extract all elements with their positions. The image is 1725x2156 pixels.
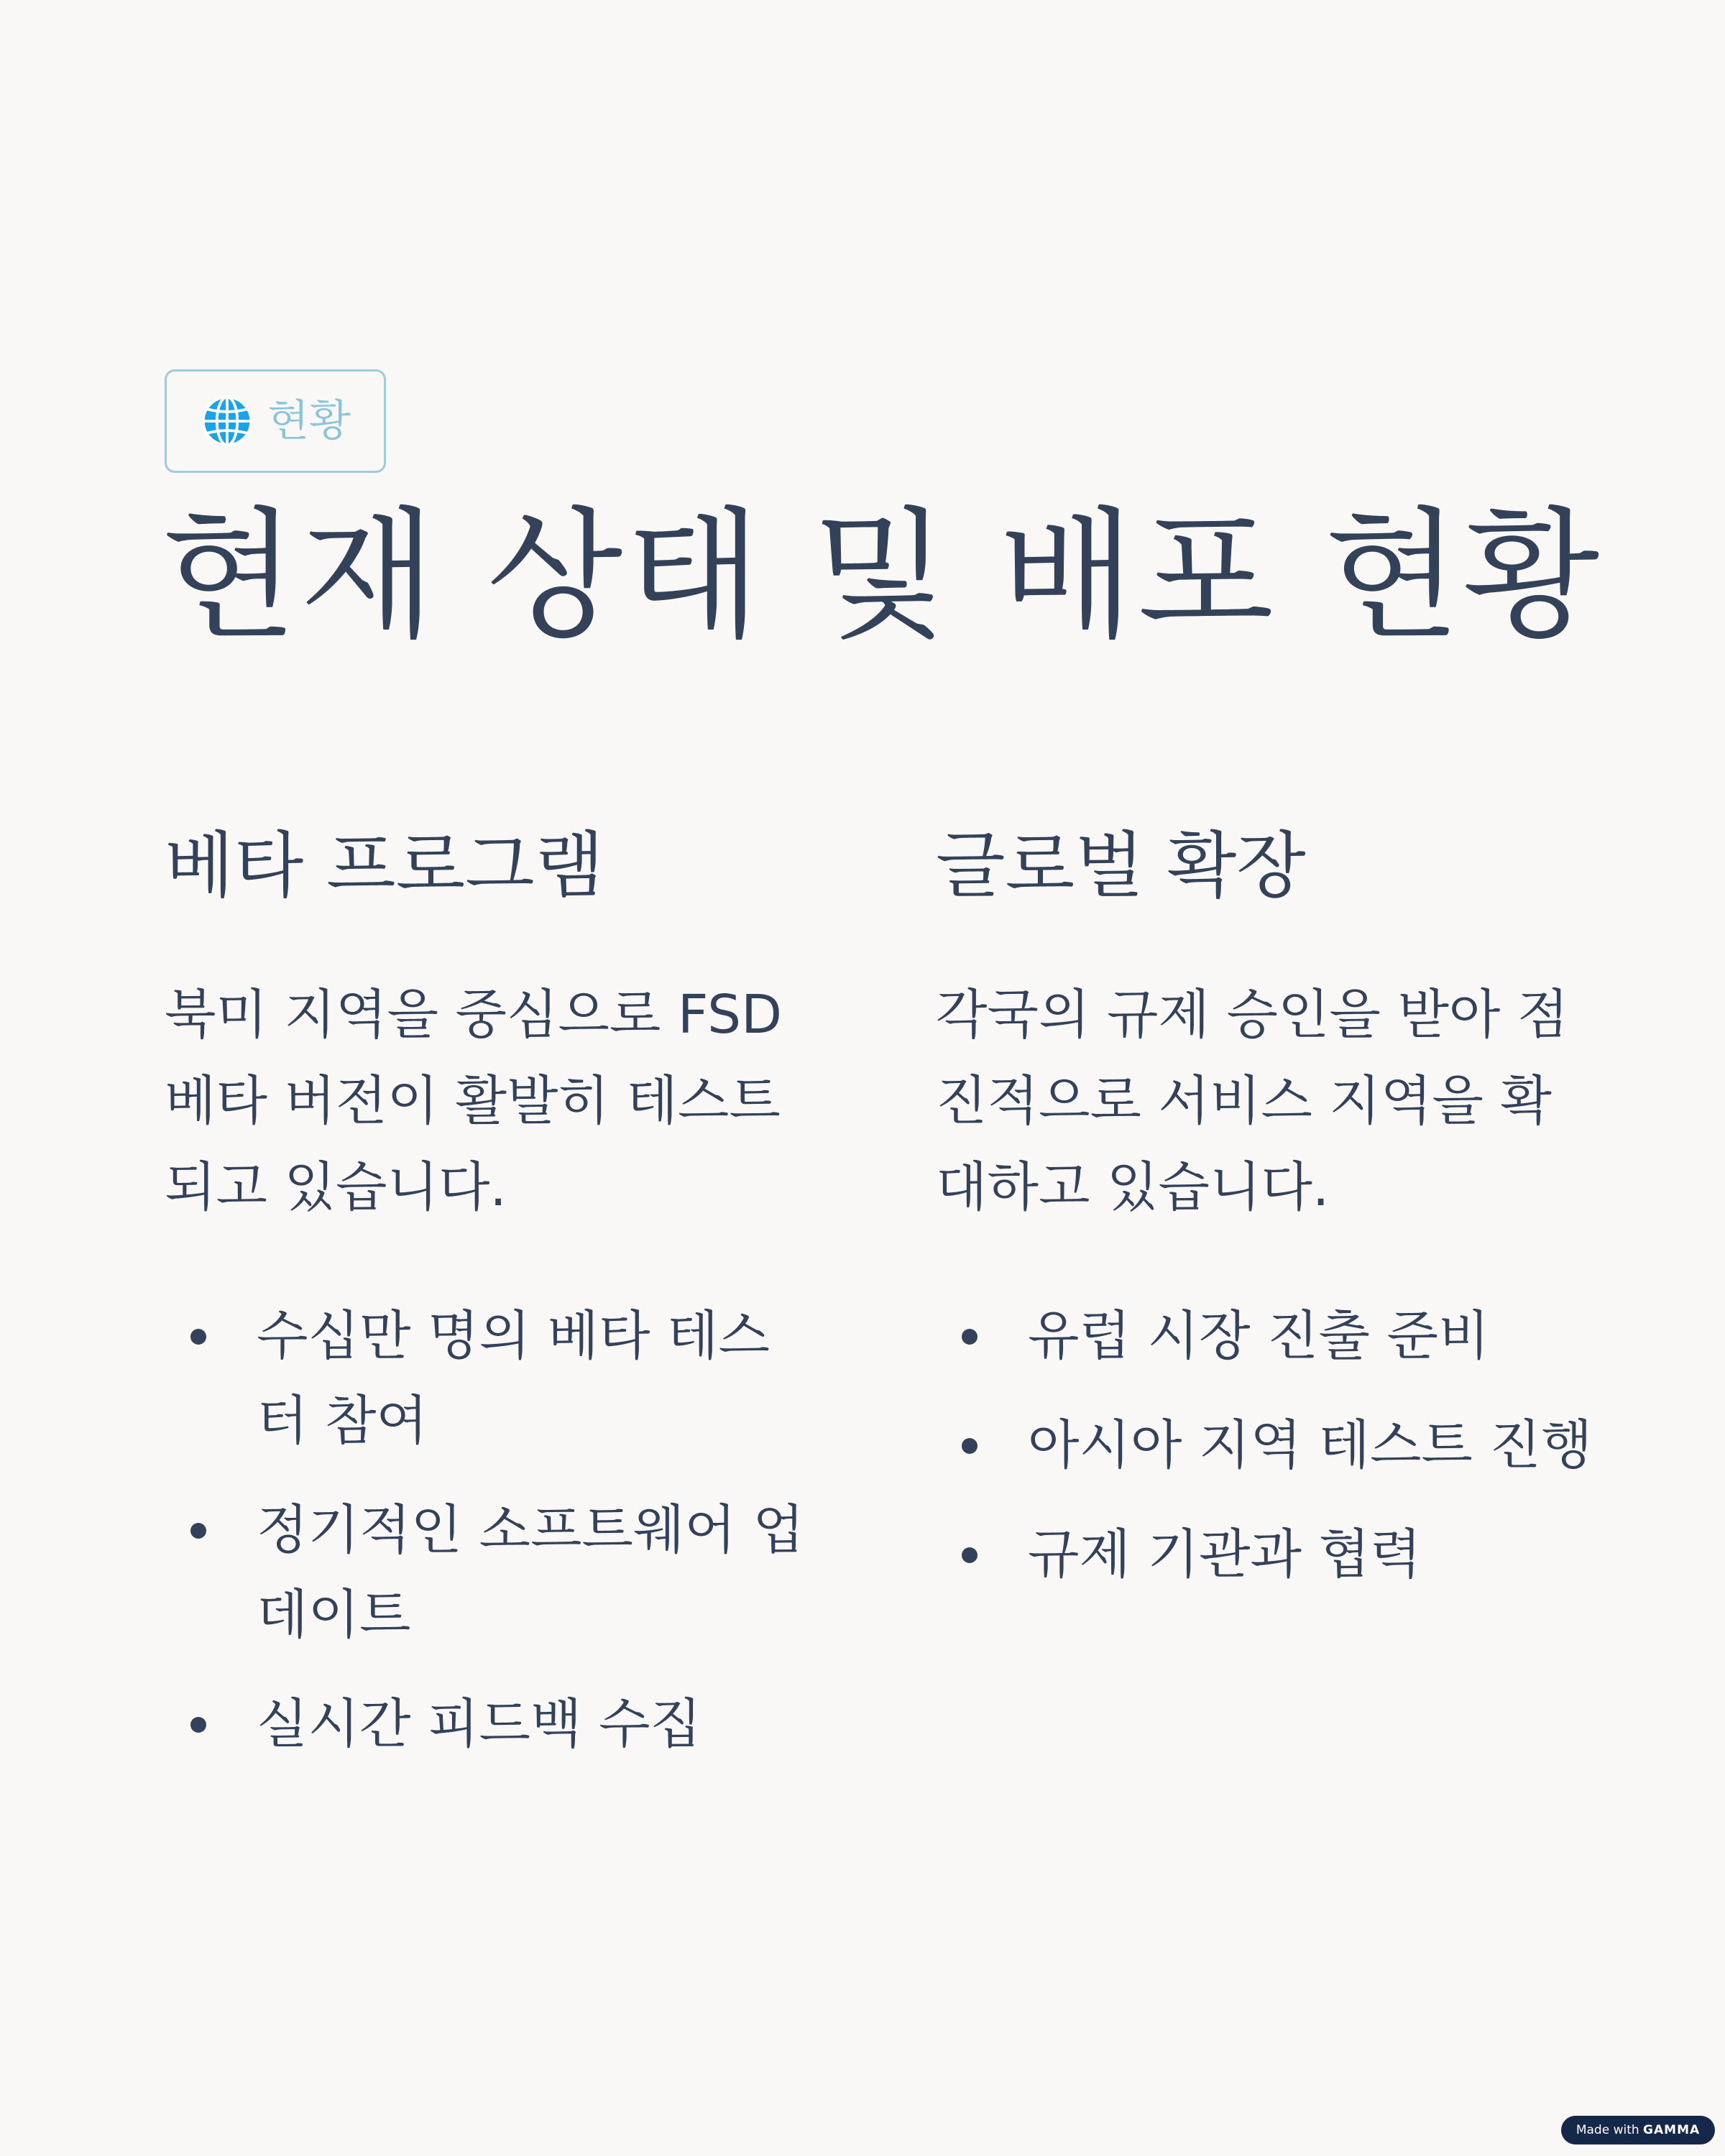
global-expansion-column	[936, 819, 1593, 1621]
column-description: 북미 지역을 중심으로 FSD 베타 버전이 활발히 테스트되고 있습니다.	[165, 984, 783, 1218]
list-item	[165, 1682, 817, 1766]
globe-icon	[200, 394, 254, 448]
list-item	[165, 1488, 817, 1657]
list-item	[936, 1403, 1646, 1488]
made-with-gamma-badge[interactable]	[1561, 2116, 1715, 2145]
bullet-icon	[962, 1438, 978, 1454]
bullet-icon	[190, 1329, 206, 1345]
list-item-text: 규제 기관과 협력	[1028, 1524, 1422, 1585]
beta-program-column	[165, 819, 811, 1791]
list-item-text: 아시아 지역 테스트 진행	[1028, 1414, 1593, 1476]
list-item-text: 정기적인 소프트웨어 업데이트	[257, 1499, 804, 1646]
list-item	[165, 1294, 817, 1463]
list-item	[936, 1512, 1646, 1597]
list-item-text: 유럽 시장 진출 준비	[1028, 1305, 1490, 1367]
bullet-icon	[190, 1523, 206, 1539]
bullet-icon	[190, 1717, 206, 1733]
made-with-prefix: Made with	[1576, 2123, 1639, 2137]
list-item-text: 수십만 명의 베타 테스터 참여	[257, 1305, 770, 1452]
bullet-list	[936, 1294, 1593, 1597]
page-title: 현재 상태 및 배포 현황	[161, 494, 1603, 658]
bullet-icon	[962, 1329, 978, 1345]
list-item-text: 실시간 피드백 수집	[257, 1693, 702, 1755]
column-heading: 베타 프로그램	[165, 824, 604, 908]
bullet-list	[165, 1294, 811, 1766]
badge-label: 현황	[267, 396, 351, 446]
bullet-icon	[962, 1547, 978, 1563]
column-description: 각국의 규제 승인을 받아 점진적으로 서비스 지역을 확대하고 있습니다.	[936, 984, 1569, 1218]
column-heading: 글로벌 확장	[936, 824, 1306, 908]
gamma-logo-text: GAMMA	[1643, 2123, 1701, 2137]
category-badge	[165, 369, 386, 473]
list-item	[936, 1294, 1646, 1378]
